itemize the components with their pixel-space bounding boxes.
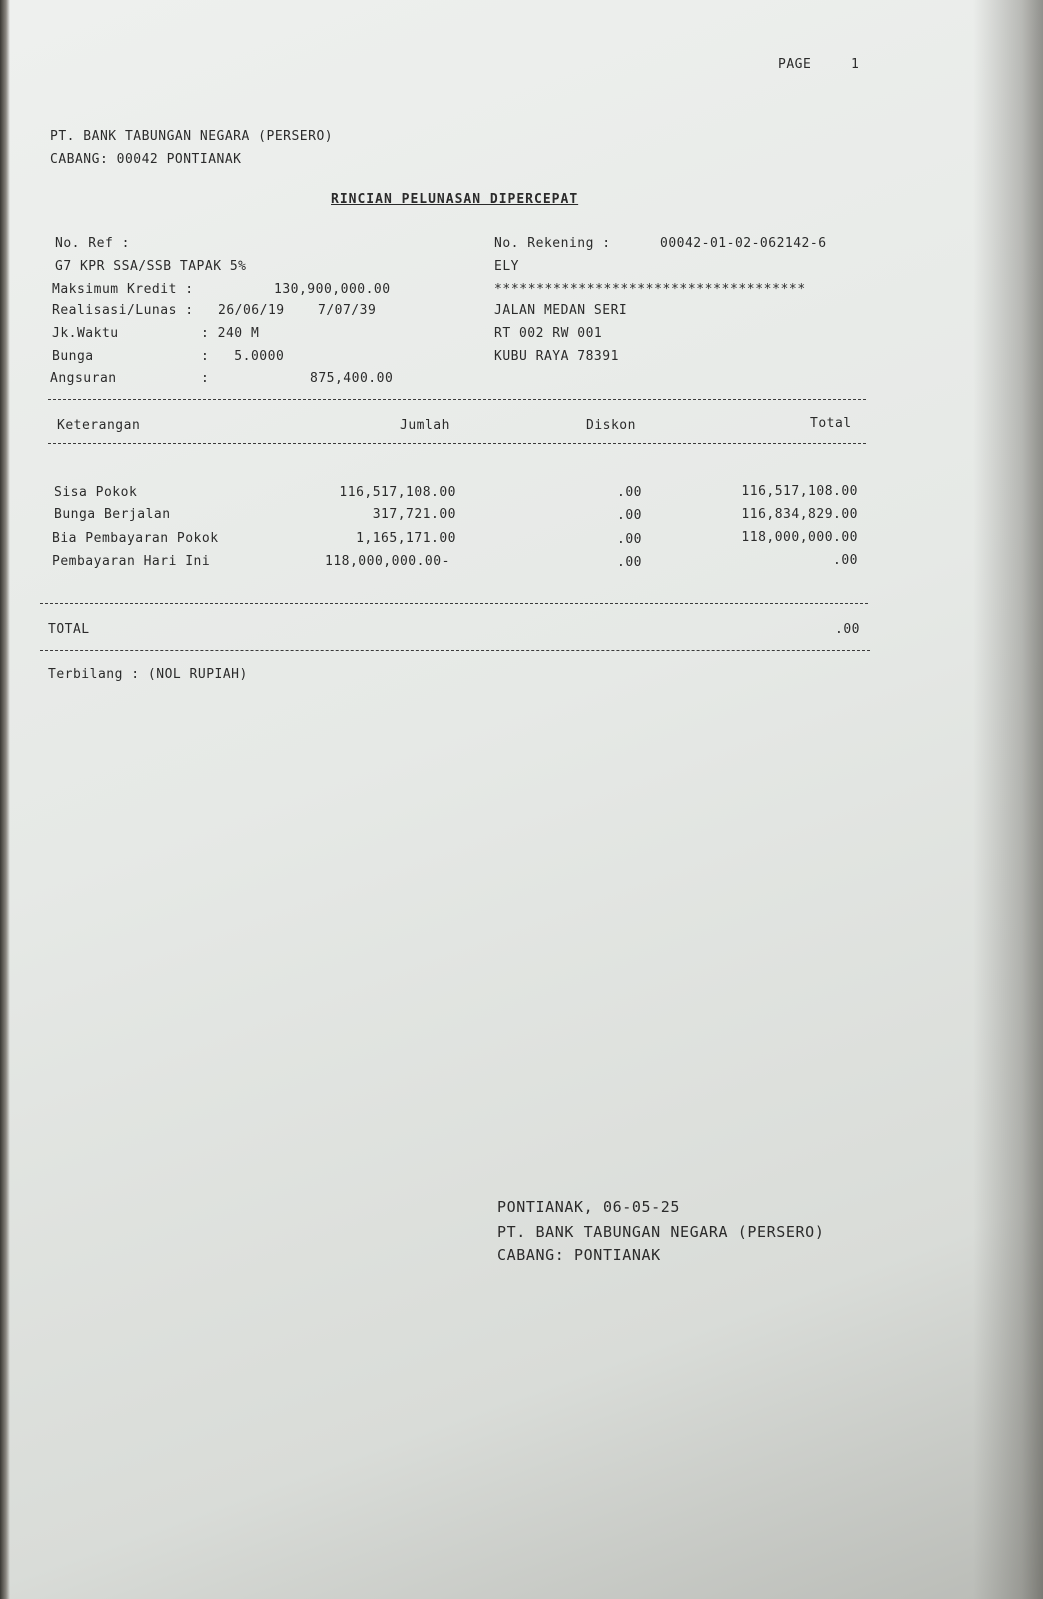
bank-name: PT. BANK TABUNGAN NEGARA (PERSERO) xyxy=(50,129,334,144)
divider-total-top xyxy=(40,603,868,604)
total-label: TOTAL xyxy=(48,622,90,637)
max-credit-value: 130,900,000.00 xyxy=(274,282,391,297)
row-keterangan: Bunga Berjalan xyxy=(54,507,171,522)
amount-in-words: Terbilang : (NOL RUPIAH) xyxy=(48,667,248,682)
installment-value: 875,400.00 xyxy=(310,371,394,386)
divider-total-bottom xyxy=(40,650,870,651)
row-keterangan: Bia Pembayaran Pokok xyxy=(52,531,219,546)
row-jumlah: 118,000,000.00- xyxy=(325,554,450,569)
signature-place-date: PONTIANAK, 06-05-25 xyxy=(497,1198,680,1216)
account-holder-name: ELY xyxy=(494,259,519,274)
col-header-diskon: Diskon xyxy=(586,418,636,433)
divider-header xyxy=(48,443,866,444)
address-line-1: JALAN MEDAN SERI xyxy=(494,303,628,318)
payoff-date: 7/07/39 xyxy=(318,303,377,318)
row-jumlah: 1,165,171.00 xyxy=(356,531,456,546)
row-total: 118,000,000.00 xyxy=(741,530,858,545)
address-line-3: KUBU RAYA 78391 xyxy=(494,349,619,364)
row-total: 116,517,108.00 xyxy=(741,484,858,499)
row-diskon: .00 xyxy=(617,555,642,570)
interest-value: : 5.0000 xyxy=(201,349,285,364)
row-diskon: .00 xyxy=(617,485,642,500)
document-title: RINCIAN PELUNASAN DIPERCEPAT xyxy=(331,192,579,207)
signature-branch: CABANG: PONTIANAK xyxy=(497,1246,661,1264)
page-number: 1 xyxy=(851,57,860,72)
row-diskon: .00 xyxy=(617,508,642,523)
row-total: .00 xyxy=(833,553,858,568)
row-keterangan: Sisa Pokok xyxy=(54,485,138,500)
branch-name: CABANG: 00042 PONTIANAK xyxy=(50,152,242,167)
term-label: Jk.Waktu xyxy=(52,326,119,341)
account-number-label: No. Rekening : xyxy=(494,236,611,251)
row-total: 116,834,829.00 xyxy=(741,507,858,522)
row-diskon: .00 xyxy=(617,532,642,547)
page-label: PAGE xyxy=(778,57,812,72)
max-credit-label: Maksimum Kredit : xyxy=(52,282,194,297)
col-header-total: Total xyxy=(810,416,852,431)
ref-label: No. Ref : xyxy=(55,236,130,251)
installment-colon: : xyxy=(201,371,210,386)
term-value: : 240 M xyxy=(201,326,260,341)
realization-date: 26/06/19 xyxy=(218,303,285,318)
row-keterangan: Pembayaran Hari Ini xyxy=(52,554,211,569)
signature-bank-name: PT. BANK TABUNGAN NEGARA (PERSERO) xyxy=(497,1223,825,1241)
interest-label: Bunga xyxy=(52,349,94,364)
installment-label: Angsuran xyxy=(50,371,117,386)
row-jumlah: 317,721.00 xyxy=(372,507,456,522)
col-header-jumlah: Jumlah xyxy=(400,418,450,433)
address-line-2: RT 002 RW 001 xyxy=(494,326,603,341)
account-number-value: 00042-01-02-062142-6 xyxy=(660,236,827,251)
realization-label: Realisasi/Lunas : xyxy=(52,303,194,318)
row-jumlah: 116,517,108.00 xyxy=(339,485,456,500)
total-value: .00 xyxy=(835,622,860,637)
divider-top xyxy=(48,399,866,400)
masked-field: ************************************* xyxy=(494,282,806,297)
col-header-keterangan: Keterangan xyxy=(57,418,141,433)
product-name: G7 KPR SSA/SSB TAPAK 5% xyxy=(55,259,247,274)
